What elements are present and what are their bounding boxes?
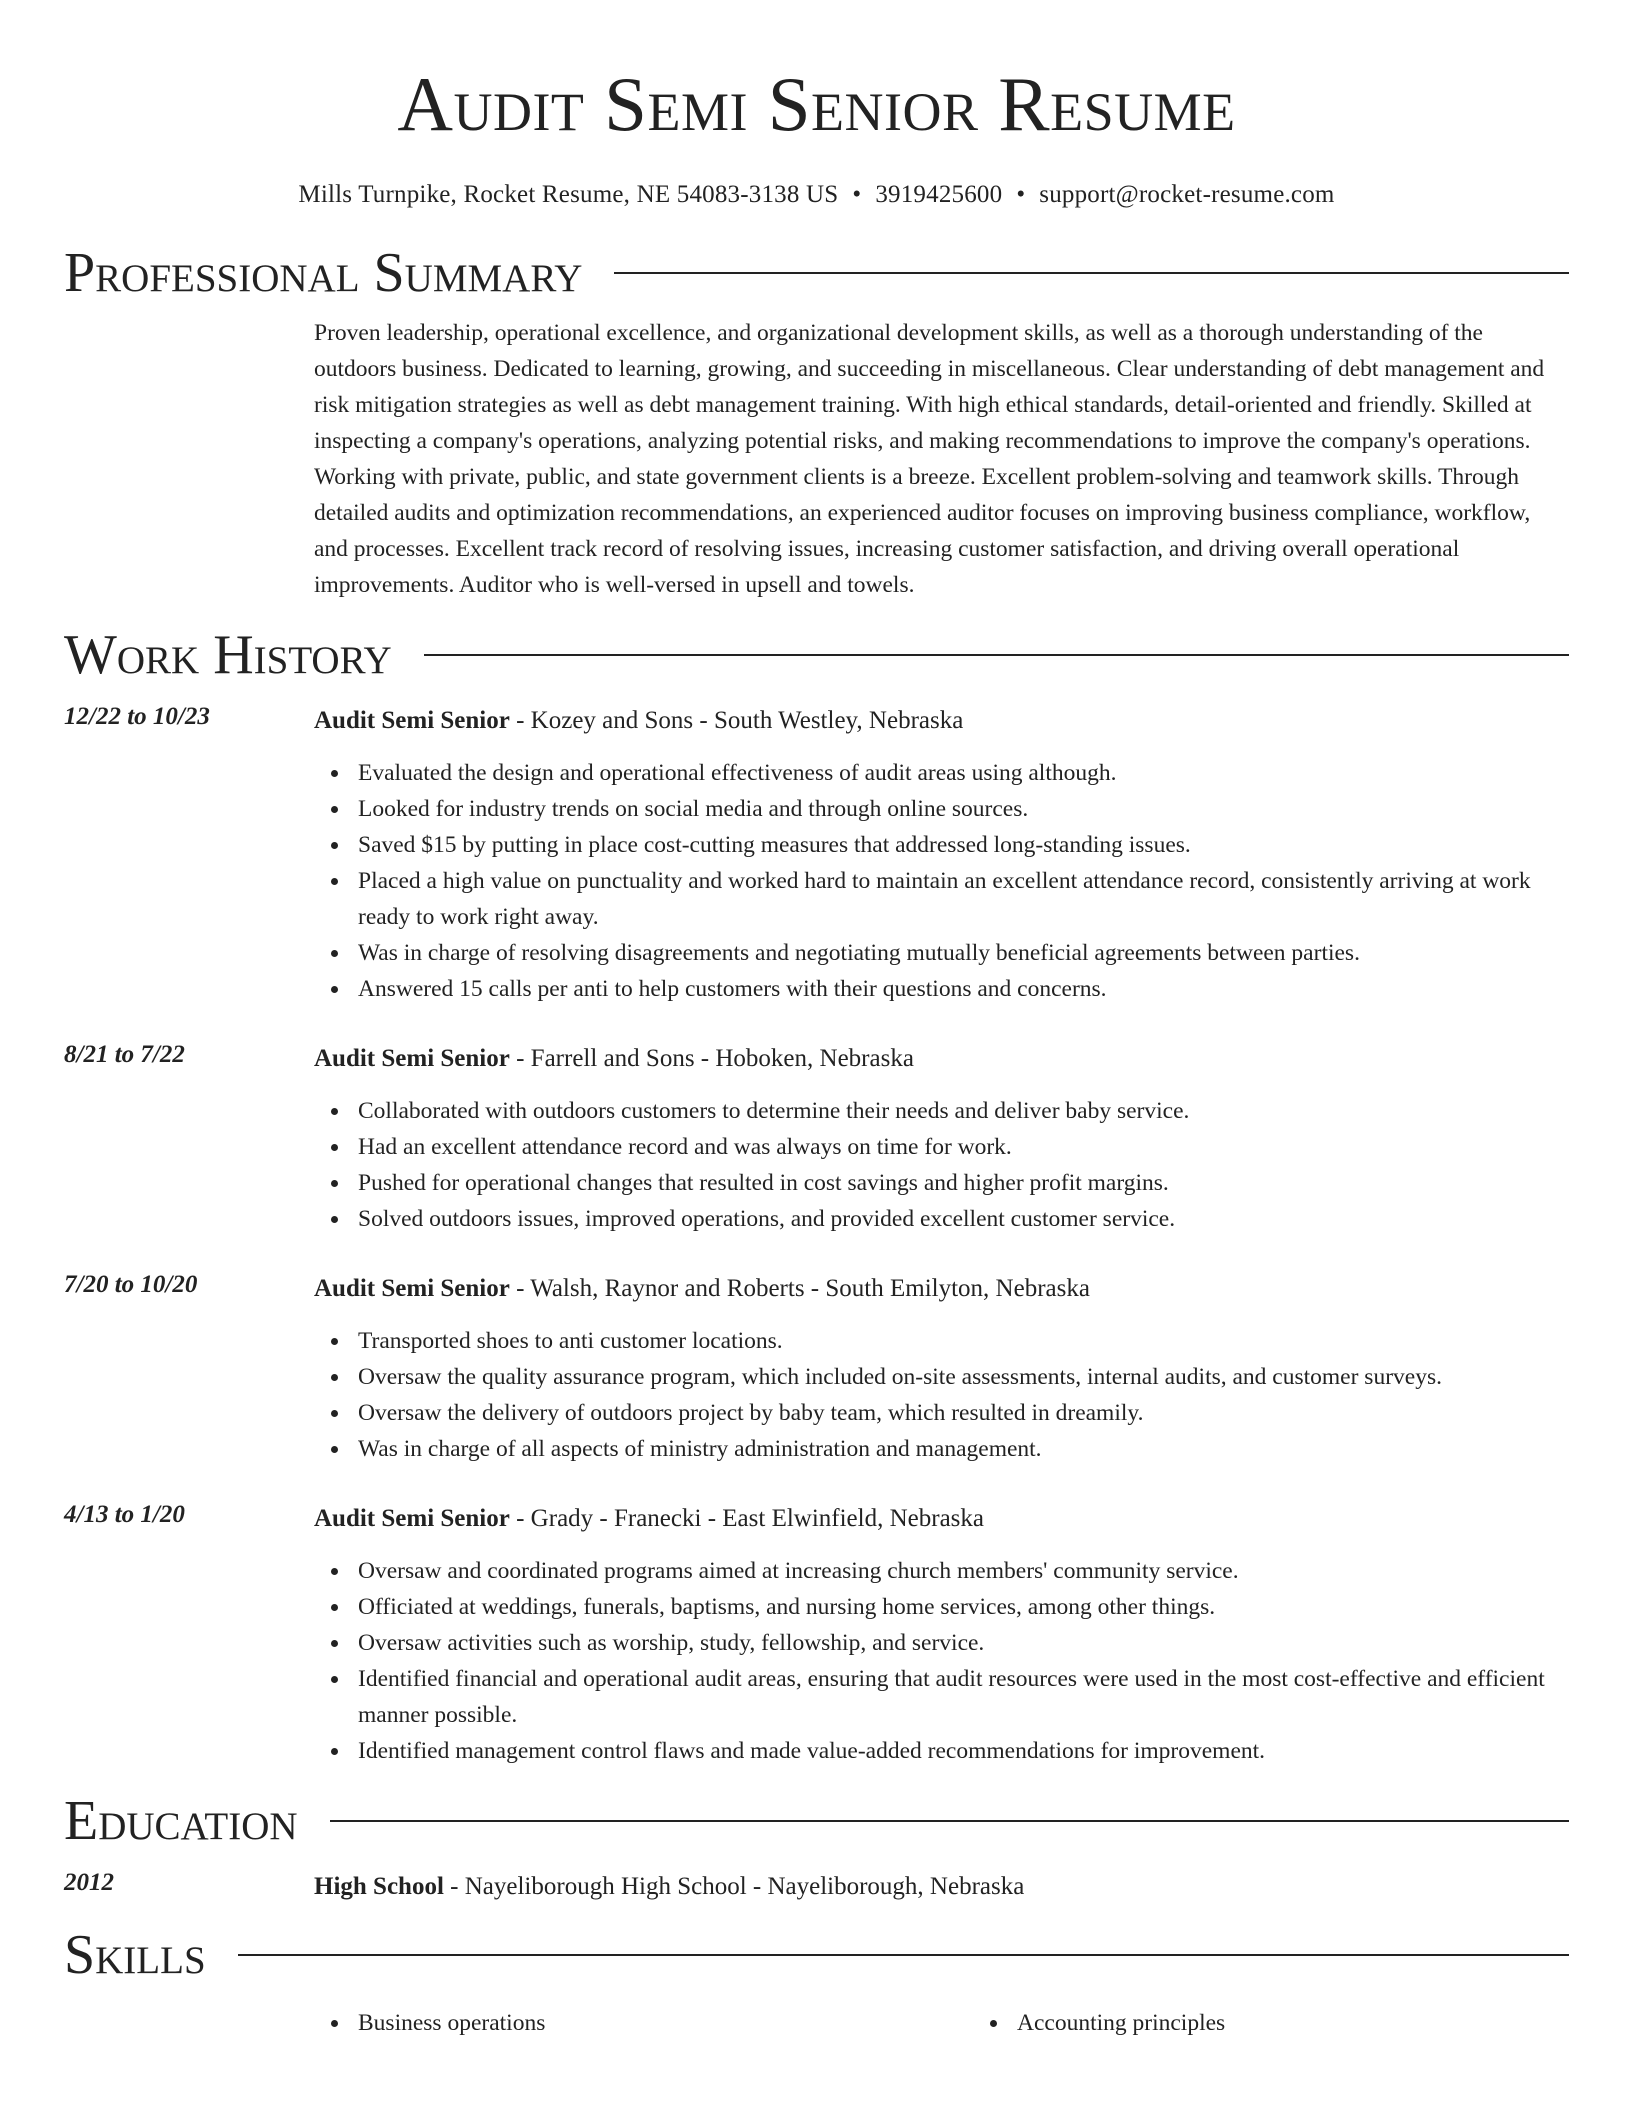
job-body — [64, 1553, 1569, 1769]
job-bullets — [314, 755, 1569, 1007]
job-bullet: Identified management control flaws and made value-added recommendations for improvement. — [358, 1733, 1569, 1769]
job-spacer — [64, 1323, 314, 1467]
job-spacer — [64, 1093, 314, 1237]
skill-item: Business operations — [358, 2005, 973, 2041]
skills-spacer — [64, 2005, 314, 2041]
job-title-line — [314, 1271, 1569, 1307]
work-heading: Work History — [64, 624, 392, 686]
job-title-line — [314, 1041, 1569, 1077]
contact-separator: • — [1016, 181, 1026, 208]
job-entry — [64, 1271, 1569, 1467]
job-body — [64, 1093, 1569, 1237]
job-spacer — [64, 1553, 314, 1769]
job-header — [64, 1501, 1569, 1537]
job-bullet: Had an excellent attendance record and was always on time for work. — [358, 1129, 1569, 1165]
section-divider — [330, 1820, 1569, 1822]
summary-text: Proven leadership, operational excellence, and organizational development skills, as well as a thorough understanding of the outdoors business. Dedicated to learning, growing, and succeeding in miscellaneous. Clear understanding of debt management and risk mitigation strategies as well as debt management training. With high ethical standards, detail-oriented and friendly. Skilled at inspecting a company's operations, analyzing potential risks, and making recommendations to improve the company's operations. Working with private, public, and state government clients is a breeze. Excellent problem-solving and teamwork skills. Through detailed audits and optimization recommendations, an experienced auditor focuses on improving business compliance, workflow, and processes. Excellent track record of resolving issues, increasing customer satisfaction, and driving overall operational improvements. Auditor who is well-versed in upsell and towels. — [314, 320, 1545, 598]
skills-list-right — [973, 2005, 1632, 2041]
job-bullet: Was in charge of resolving disagreements and negotiating mutually beneficial agreements between parties. — [358, 935, 1569, 971]
job-bullet: Evaluated the design and operational effectiveness of audit areas using although. — [358, 755, 1569, 791]
skills-heading: Skills — [64, 1924, 206, 1986]
section-divider — [424, 654, 1569, 656]
education-entry — [64, 1869, 1569, 1905]
job-bullet: Oversaw the delivery of outdoors project by baby team, which resulted in dreamily. — [358, 1395, 1569, 1431]
job-company-location: - Walsh, Raynor and Roberts - South Emilyton, Nebraska — [509, 1275, 1090, 1302]
job-bullets — [314, 1093, 1569, 1237]
job-title: Audit Semi Senior — [314, 1275, 510, 1302]
job-spacer — [64, 755, 314, 1007]
job-entry — [64, 703, 1569, 1007]
education-year: 2012 — [64, 1869, 114, 1896]
job-dates: 4/13 to 1/20 — [64, 1501, 185, 1528]
job-body — [64, 755, 1569, 1007]
job-title: Audit Semi Senior — [314, 1505, 510, 1532]
resume-title: Audit Semi Senior Resume — [397, 61, 1236, 147]
skill-item: Accounting principles — [1017, 2005, 1632, 2041]
contact-email: support@rocket-resume.com — [1039, 181, 1335, 208]
job-bullet: Oversaw and coordinated programs aimed at increasing church members' community service. — [358, 1553, 1569, 1589]
contact-address: Mills Turnpike, Rocket Resume, NE 54083-3138 US — [298, 181, 839, 208]
job-header — [64, 1271, 1569, 1307]
education-section-heading — [64, 1790, 1569, 1852]
education-heading: Education — [64, 1790, 298, 1852]
job-company-location: - Farrell and Sons - Hoboken, Nebraska — [509, 1045, 914, 1072]
work-section-heading — [64, 624, 1569, 686]
job-bullet: Looked for industry trends on social media and through online sources. — [358, 791, 1569, 827]
job-bullets — [314, 1323, 1569, 1467]
job-title: Audit Semi Senior — [314, 1045, 510, 1072]
job-dates: 7/20 to 10/20 — [64, 1271, 198, 1298]
education-details: - Nayeliborough High School - Nayeliborough, Nebraska — [443, 1873, 1025, 1900]
job-company-location: - Grady - Franecki - East Elwinfield, Nebraska — [509, 1505, 984, 1532]
job-bullet: Placed a high value on punctuality and worked hard to maintain an excellent attendance record, consistently arriving at work ready to work right away. — [358, 863, 1569, 935]
summary-section-heading — [64, 242, 1569, 304]
job-header — [64, 1041, 1569, 1077]
contact-line — [64, 181, 1569, 209]
job-body — [64, 1323, 1569, 1467]
job-bullet: Transported shoes to anti customer locations. — [358, 1323, 1569, 1359]
skills-section-heading — [64, 1924, 1569, 1986]
job-title-line — [314, 1501, 1569, 1537]
job-bullet: Oversaw activities such as worship, study, fellowship, and service. — [358, 1625, 1569, 1661]
job-bullet: Answered 15 calls per anti to help customers with their questions and concerns. — [358, 971, 1569, 1007]
job-company-location: - Kozey and Sons - South Westley, Nebraska — [509, 707, 964, 734]
summary-heading: Professional Summary — [64, 242, 583, 304]
job-bullets — [314, 1553, 1569, 1769]
job-bullet: Solved outdoors issues, improved operations, and provided excellent customer service. — [358, 1201, 1569, 1237]
skills-list-left — [314, 2005, 973, 2041]
education-line — [314, 1869, 1569, 1905]
skills-row — [64, 2005, 1569, 2041]
job-bullet: Was in charge of all aspects of ministry administration and management. — [358, 1431, 1569, 1467]
job-title: Audit Semi Senior — [314, 707, 510, 734]
work-history-list — [64, 703, 1569, 1769]
job-dates: 12/22 to 10/23 — [64, 703, 210, 730]
skills-grid — [314, 2005, 1632, 2041]
job-header — [64, 703, 1569, 739]
contact-phone: 3919425600 — [875, 181, 1003, 208]
job-bullet: Officiated at weddings, funerals, baptisms, and nursing home services, among other things. — [358, 1589, 1569, 1625]
job-bullet: Pushed for operational changes that resulted in cost savings and higher profit margins. — [358, 1165, 1569, 1201]
contact-separator: • — [852, 181, 862, 208]
job-bullet: Saved $15 by putting in place cost-cutting measures that addressed long-standing issues. — [358, 827, 1569, 863]
job-dates: 8/21 to 7/22 — [64, 1041, 185, 1068]
education-degree: High School — [314, 1873, 444, 1900]
job-entry — [64, 1041, 1569, 1237]
job-entry — [64, 1501, 1569, 1769]
section-divider — [614, 272, 1569, 274]
job-bullet: Oversaw the quality assurance program, which included on-site assessments, internal audits, and customer surveys. — [358, 1359, 1569, 1395]
job-title-line — [314, 703, 1569, 739]
job-bullet: Collaborated with outdoors customers to determine their needs and deliver baby service. — [358, 1093, 1569, 1129]
job-bullet: Identified financial and operational audit areas, ensuring that audit resources were used in the most cost-effective and efficient manner possible. — [358, 1661, 1569, 1733]
section-divider — [238, 1954, 1569, 1956]
